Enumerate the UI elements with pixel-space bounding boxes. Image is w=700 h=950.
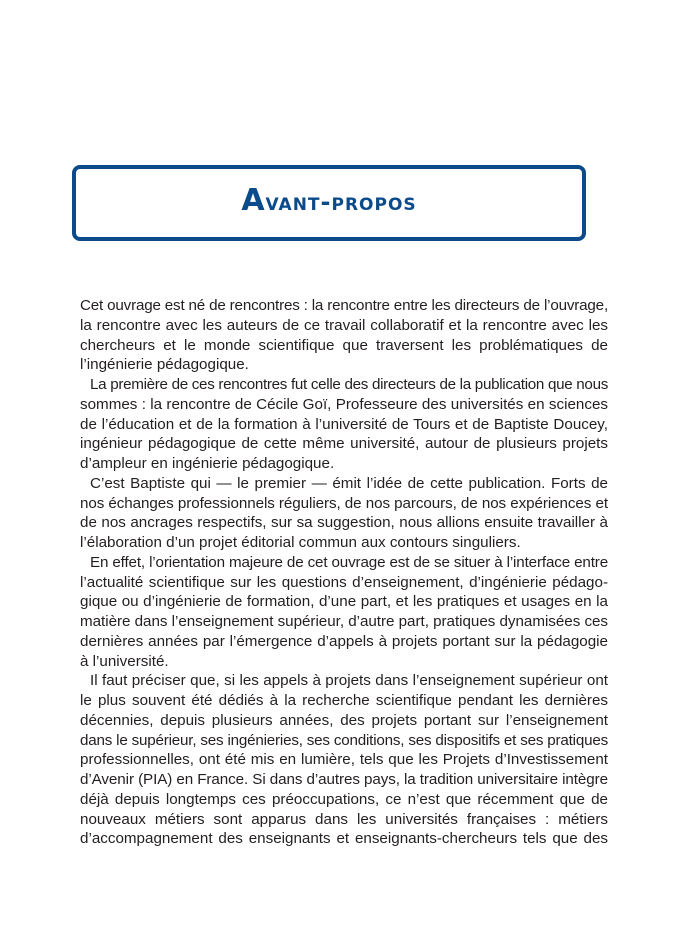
text-line: l’élaboration d’un projet éditorial commun aux contours singuliers.: [80, 534, 521, 551]
text-line: décennies, depuis plusieurs années, des projets portant sur l’enseignement: [80, 711, 608, 729]
chapter-title-rest: vant-propos: [265, 188, 417, 216]
chapter-title-box: [72, 165, 586, 241]
text-line: matière dans l’enseignement supérieur, d’autre part, pratiques dynamisées ces: [80, 613, 608, 630]
text-line: dernières années par l’émergence d’appels à projets portant sur la pédagogie: [80, 632, 608, 650]
text-line: à l’université.: [80, 652, 169, 670]
text-line: professionnelles, ont été mis en lumière, tels que les Projets d’Investissement: [80, 751, 608, 769]
text-line: déjà depuis longtemps ces préoccupations, ce n’est que récemment que de: [80, 790, 608, 808]
text-line: gique ou d’ingénierie de formation, d’une part, et les pratiques et usages en la: [80, 593, 608, 611]
text-line: ingénieur pédagogique de cette même université, autour de plusieurs projets: [80, 435, 608, 453]
text-line: de nos ancrages respectifs, sur sa suggestion, nous allions ensuite travailler à: [80, 514, 608, 532]
text-line: Cet ouvrage est né de rencontres : la rencontre entre les directeurs de l’ouvrage,: [80, 297, 608, 314]
text-line: de l’éducation et de la formation à l’université de Tours et de Baptiste Doucey,: [80, 415, 608, 433]
text-line: l’ingénierie pédagogique.: [80, 356, 249, 374]
text-line: la rencontre avec les auteurs de ce travail collaboratif et la rencontre avec les: [80, 316, 608, 334]
body-text: [80, 296, 608, 849]
text-line: d’Avenir (PIA) en France. Si dans d’autres pays, la tradition universitaire intègre: [80, 771, 609, 788]
chapter-title: [241, 183, 417, 218]
text-line: d’ampleur en ingénierie pédagogique.: [80, 455, 335, 472]
text-line: le plus souvent été dédiés à la recherche scientifique pendant les dernières: [80, 692, 608, 709]
text-line: En effet, l’orientation majeure de cet ouvrage est de se situer à l’interface entre: [90, 553, 608, 571]
text-line: l’actualité scientifique sur les questions d’enseignement, d’ingénierie pédago-: [80, 573, 608, 591]
text-line: Il faut préciser que, si les appels à projets dans l’enseignement supérieur ont: [90, 672, 608, 690]
text-line: sommes : la rencontre de Cécile Goï, Professeure des universités en sciences: [80, 395, 608, 413]
text-line: nos échanges professionnels réguliers, de nos parcours, de nos expériences et: [80, 494, 608, 512]
text-line: C’est Baptiste qui — le premier — émit l’idée de cette publication. Forts de: [90, 474, 608, 492]
text-line: nouveaux métiers sont apparus dans les universités françaises : métiers: [80, 810, 608, 828]
text-line: chercheurs et le monde scientifique que traversent les problématiques de: [80, 336, 608, 354]
chapter-title-initial: A: [241, 183, 266, 218]
text-line: La première de ces rencontres fut celle des directeurs de la publication que nous: [90, 376, 608, 393]
text-line: dans le supérieur, ses ingénieries, ses conditions, ses dispositifs et ses pratiques: [80, 731, 608, 749]
text-line: d’accompagnement des enseignants et enseignants-chercheurs tels que des: [80, 830, 608, 848]
